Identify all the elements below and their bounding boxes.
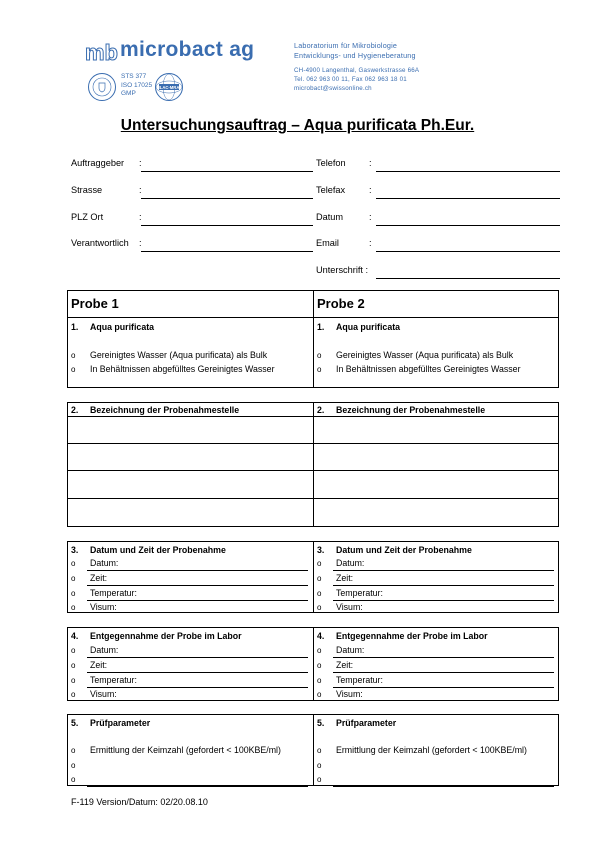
field-label-telefon: Telefon <box>316 158 346 168</box>
section-number: 3. <box>317 545 325 555</box>
field-datum[interactable] <box>317 558 364 568</box>
checkbox-circle-icon[interactable]: o <box>71 559 76 568</box>
section-3-title <box>317 545 472 555</box>
logo-mark-text: mb <box>85 40 118 64</box>
checkbox-circle-icon[interactable]: o <box>71 589 76 598</box>
section-1-title <box>71 322 154 332</box>
option-bulk[interactable] <box>317 350 513 360</box>
section-number: 5. <box>317 718 325 728</box>
field-zeit[interactable] <box>71 660 107 670</box>
unterschrift-input-line[interactable] <box>376 278 560 279</box>
checkbox-circle-icon[interactable]: o <box>71 775 76 784</box>
section-4-title <box>71 631 242 641</box>
checkbox-circle-icon[interactable]: o <box>317 365 322 374</box>
checkbox-circle-icon[interactable]: o <box>317 690 322 699</box>
field-colon: : <box>369 185 372 195</box>
section-label: Aqua purificata <box>336 322 401 332</box>
lab-line: Laboratorium für Mikrobiologie <box>294 41 398 50</box>
certification-list <box>121 73 152 99</box>
option-label: Gereinigtes Wasser (Aqua purificata) als Bulk <box>336 350 514 360</box>
checkbox-circle-icon[interactable]: o <box>317 603 322 612</box>
section-number: 2. <box>317 405 325 415</box>
zeit-line[interactable] <box>87 672 308 673</box>
zeit-line[interactable] <box>333 672 554 673</box>
checkbox-circle-icon[interactable]: o <box>317 676 322 685</box>
section-3-title <box>71 545 226 555</box>
cert-line: STS 377 <box>121 73 147 80</box>
field-label-unterschrift: Unterschrift : <box>316 265 369 275</box>
zeit-line[interactable] <box>333 585 554 586</box>
sample-type-table <box>67 290 559 388</box>
checkbox-circle-icon[interactable]: o <box>71 761 76 770</box>
ilac-mra-seal-icon <box>154 72 184 102</box>
test-parameters-table <box>67 714 559 786</box>
option-label: Zeit: <box>90 573 108 583</box>
temperatur-line[interactable] <box>87 600 308 601</box>
cert-line: ISO 17025 <box>121 81 153 89</box>
probe-2-column <box>313 715 560 785</box>
temperatur-line[interactable] <box>333 600 554 601</box>
probe-1-column <box>68 715 314 785</box>
field-colon: : <box>139 158 142 168</box>
section-5-title <box>317 718 396 728</box>
temperatur-line[interactable] <box>87 687 308 688</box>
option-empty[interactable] <box>317 774 336 784</box>
option-label: Gereinigtes Wasser (Aqua purificata) als Bulk <box>90 350 268 360</box>
option-label: Zeit: <box>336 660 354 670</box>
probe-1-column <box>68 628 314 700</box>
field-label-email: Email <box>316 238 339 248</box>
probe-2-heading: Probe 2 <box>317 296 365 311</box>
probe-2-column <box>313 628 560 700</box>
ilac-seal-text: ILAC-MRA <box>158 84 180 90</box>
email-input-line[interactable] <box>376 251 560 252</box>
option-label: In Behältnissen abgefülltes Gereinigtes Wasser <box>336 364 521 374</box>
section-2-title <box>71 405 239 415</box>
field-colon: : <box>369 158 372 168</box>
option-line[interactable] <box>333 786 554 787</box>
section-number: 4. <box>317 631 325 641</box>
option-label: Visum: <box>336 689 363 699</box>
checkbox-circle-icon[interactable]: o <box>317 574 322 583</box>
option-label: Temperatur: <box>336 675 383 685</box>
section-number: 2. <box>71 405 79 415</box>
option-label: Datum: <box>336 645 365 655</box>
field-temperatur[interactable] <box>317 588 383 598</box>
checkbox-circle-icon[interactable]: o <box>71 690 76 699</box>
field-label-datum: Datum <box>316 212 344 222</box>
probe-1-column <box>68 291 314 387</box>
checkbox-circle-icon[interactable]: o <box>71 603 76 612</box>
checkbox-circle-icon[interactable]: o <box>317 775 322 784</box>
option-label: Visum: <box>90 602 117 612</box>
option-label: Visum: <box>90 689 117 699</box>
section-4-title <box>317 631 488 641</box>
probe-2-column <box>313 542 560 612</box>
probe-2-column <box>313 291 560 387</box>
checkbox-circle-icon[interactable]: o <box>317 646 322 655</box>
section-number: 4. <box>71 631 79 641</box>
field-datum[interactable] <box>71 645 118 655</box>
field-colon: : <box>369 212 372 222</box>
field-visum[interactable] <box>317 602 363 612</box>
checkbox-circle-icon[interactable]: o <box>317 746 322 755</box>
field-temperatur[interactable] <box>71 588 137 598</box>
lab-description <box>294 41 416 61</box>
sampling-datetime-table <box>67 541 559 613</box>
field-label-strasse: Strasse <box>71 185 103 195</box>
option-label: Ermittlung der Keimzahl (gefordert < 100KBE/ml) <box>336 745 527 755</box>
option-abgefuellt[interactable] <box>317 364 521 374</box>
section-label: Bezeichnung der Probenahmestelle <box>336 405 486 415</box>
section-label: Entgegennahme der Probe im Labor <box>336 631 488 641</box>
section-number: 1. <box>71 322 79 332</box>
temperatur-line[interactable] <box>333 687 554 688</box>
lab-receipt-table <box>67 627 559 701</box>
swiss-testing-seal-icon <box>87 72 117 102</box>
checkbox-circle-icon[interactable]: o <box>71 646 76 655</box>
plz-ort-input-line[interactable] <box>141 225 313 226</box>
section-label: Aqua purificata <box>90 322 155 332</box>
probe-1-heading: Probe 1 <box>71 296 119 311</box>
option-empty[interactable] <box>71 760 90 770</box>
checkbox-circle-icon[interactable]: o <box>71 574 76 583</box>
address-line: Tel. 062 963 00 11, Fax 062 963 18 01 <box>294 76 407 83</box>
section-label: Prüfparameter <box>90 718 151 728</box>
option-label: Datum: <box>90 558 119 568</box>
checkbox-circle-icon[interactable]: o <box>317 589 322 598</box>
checkbox-circle-icon[interactable]: o <box>71 351 76 360</box>
field-temperatur[interactable] <box>317 675 383 685</box>
cert-line: GMP <box>121 90 136 97</box>
probe-2-column <box>313 403 560 526</box>
datum-line[interactable] <box>333 657 554 658</box>
field-label-telefax: Telefax <box>316 185 346 195</box>
section-number: 5. <box>71 718 79 728</box>
option-label: Temperatur: <box>336 588 383 598</box>
option-label: Temperatur: <box>90 588 137 598</box>
auftraggeber-input-line[interactable] <box>141 171 313 172</box>
strasse-input-line[interactable] <box>141 198 313 199</box>
option-label: Datum: <box>90 645 119 655</box>
field-visum[interactable] <box>71 602 117 612</box>
field-colon: : <box>139 238 142 248</box>
field-zeit[interactable] <box>71 573 107 583</box>
section-2-title <box>317 405 485 415</box>
field-colon: : <box>139 212 142 222</box>
field-temperatur[interactable] <box>71 675 137 685</box>
company-address <box>294 66 419 93</box>
brand-name: microbact ag <box>120 38 255 61</box>
field-visum[interactable] <box>71 689 117 699</box>
option-empty[interactable] <box>317 760 336 770</box>
field-label-plz-ort: PLZ Ort <box>71 212 104 222</box>
section-number: 3. <box>71 545 79 555</box>
section-number: 1. <box>317 322 325 332</box>
option-empty[interactable] <box>71 774 90 784</box>
field-zeit[interactable] <box>317 660 353 670</box>
option-label: In Behältnissen abgefülltes Gereinigtes Wasser <box>90 364 275 374</box>
section-label: Prüfparameter <box>336 718 397 728</box>
section-label: Datum und Zeit der Probenahme <box>336 545 472 555</box>
option-abgefuellt[interactable] <box>71 364 275 374</box>
checkbox-circle-icon[interactable]: o <box>317 351 322 360</box>
option-label: Zeit: <box>90 660 108 670</box>
document-title: Untersuchungsauftrag – Aqua purificata Ph.Eur. <box>120 117 475 134</box>
telefon-input-line[interactable] <box>376 171 560 172</box>
option-label: Temperatur: <box>90 675 137 685</box>
option-keimzahl[interactable] <box>71 745 281 755</box>
field-label-auftraggeber: Auftraggeber <box>71 158 125 168</box>
option-label: Datum: <box>336 558 365 568</box>
field-colon: : <box>139 185 142 195</box>
option-bulk[interactable] <box>71 350 267 360</box>
address-line: CH-4900 Langenthal, Gaswerkstrasse 66A <box>294 67 420 74</box>
datum-line[interactable] <box>87 657 308 658</box>
option-label: Visum: <box>336 602 363 612</box>
lab-line: Entwicklungs- und Hygieneberatung <box>294 50 416 60</box>
option-label: Ermittlung der Keimzahl (gefordert < 100KBE/ml) <box>90 745 281 755</box>
checkbox-circle-icon[interactable]: o <box>71 365 76 374</box>
probe-1-column <box>68 403 314 526</box>
datum-line[interactable] <box>333 570 554 571</box>
field-colon: : <box>369 238 372 248</box>
email-link[interactable]: microbact@swissonline.ch <box>294 85 372 92</box>
sampling-point-table <box>67 402 559 527</box>
option-keimzahl[interactable] <box>317 745 527 755</box>
checkbox-circle-icon[interactable]: o <box>317 559 322 568</box>
datum-line[interactable] <box>87 570 308 571</box>
datum-input-line[interactable] <box>376 225 560 226</box>
document-footer: F-119 Version/Datum: 02/20.08.10 <box>71 797 208 807</box>
section-label: Entgegennahme der Probe im Labor <box>90 631 242 641</box>
verantwortlich-input-line[interactable] <box>141 251 313 252</box>
option-line[interactable] <box>87 786 308 787</box>
field-label-verantwortlich: Verantwortlich <box>71 238 129 248</box>
probe-1-column <box>68 542 314 612</box>
field-zeit[interactable] <box>317 573 353 583</box>
microbact-logo-mark-icon <box>85 40 119 64</box>
option-label: Zeit: <box>336 573 354 583</box>
section-label: Bezeichnung der Probenahmestelle <box>90 405 240 415</box>
field-datum[interactable] <box>71 558 118 568</box>
field-datum[interactable] <box>317 645 364 655</box>
checkbox-circle-icon[interactable]: o <box>71 661 76 670</box>
field-visum[interactable] <box>317 689 363 699</box>
section-1-title <box>317 322 400 332</box>
telefax-input-line[interactable] <box>376 198 560 199</box>
checkbox-circle-icon[interactable]: o <box>71 746 76 755</box>
zeit-line[interactable] <box>87 585 308 586</box>
checkbox-circle-icon[interactable]: o <box>317 761 322 770</box>
checkbox-circle-icon[interactable]: o <box>71 676 76 685</box>
section-5-title <box>71 718 150 728</box>
section-label: Datum und Zeit der Probenahme <box>90 545 226 555</box>
checkbox-circle-icon[interactable]: o <box>317 661 322 670</box>
